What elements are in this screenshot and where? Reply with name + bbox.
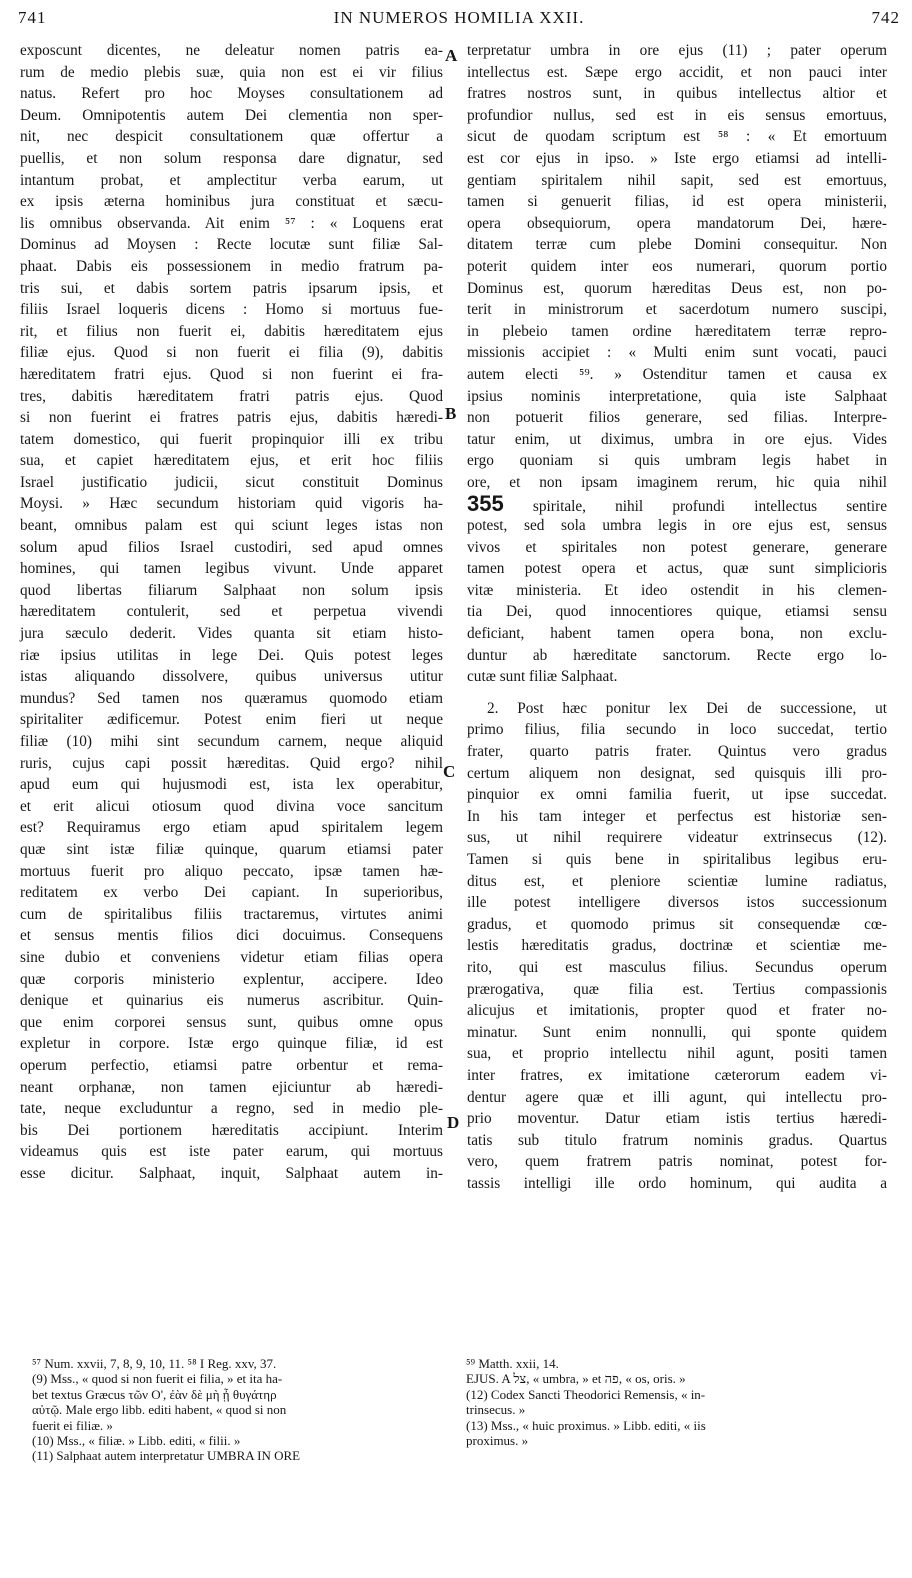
left-column-line: neant orphanæ, non tamen ejiciuntur ab hæredi- <box>20 1078 443 1096</box>
right-column-a-line: est cor ejus in ipso. » Iste ergo etiamsi ad intelli- <box>467 149 887 167</box>
right-column-b-line: ditus est, et pleniore scientiæ lumine radiatus, <box>467 872 887 890</box>
notes-left-line: bet textus Græcus τῶν Ο', ἐὰν δὲ μὴ ᾖ θυγάτηρ <box>32 1386 277 1402</box>
left-column-line: hæreditatem contulerit, sed et perpetua vivendi <box>20 603 443 621</box>
right-column-a-line: ore, et non ipsam imaginem rerum, hic quia nihil <box>467 473 887 491</box>
left-column-line: filiæ ejus. Quod si non fuerit ei filia (9), dabitis <box>20 344 443 362</box>
left-column <box>20 40 443 1184</box>
left-column-line: bis Dei portionem hæreditatis accipiunt. Interim <box>20 1121 443 1139</box>
notes-left-line: ⁵⁷ Num. xxvii, 7, 8, 9, 10, 11. ⁵⁸ I Reg. xxv, 37. <box>32 1356 277 1371</box>
right-column-a-line: ipsius nominis interpretatione, quia iste Salphaat <box>467 387 887 405</box>
left-column-line: operum perfectio, etiamsi patre orbentur et rema- <box>20 1056 443 1074</box>
right-column-a-line: vitæ ministeria. Et ideo ostendit in his clemen- <box>467 581 887 599</box>
right-column-a-line: poterit quidem inter eos numerari, quorum portio <box>467 257 887 275</box>
right-column-b-line: inter fratres, ex imitatione cæterorum eadem vi- <box>467 1066 887 1084</box>
left-column-line: denique et quinarius eis numerus ascribitur. Quin- <box>20 992 443 1010</box>
left-column-line: solum apud filios Israel custodiri, sed apud omnes <box>20 538 443 556</box>
right-column-a-line: cutæ sunt filiæ Salphaat. <box>467 668 618 686</box>
left-column-line: Moysi. » Hæc secundum historiam quid vigoris ha- <box>20 495 443 513</box>
left-column-line: jura sæculo dederit. Vides quanta sit etiam histo- <box>20 625 443 643</box>
left-column-line: quæ sint istæ filiæ quinque, quarum etiamsi pater <box>20 840 443 858</box>
right-column-b-line: tassis intelligi ille ordo hominum, qui audita a <box>467 1174 887 1192</box>
right-column-b-line: frater, quarto patris frater. Quintus vero gradus <box>467 743 887 760</box>
notes-left-line: fuerit ei filiæ. » <box>32 1417 113 1433</box>
margin-letter-c: C <box>443 762 456 781</box>
right-column-b-line: dentur agere quæ et illi agunt, qui intellectu pro- <box>467 1088 887 1106</box>
left-column-line: rit, et filius non fuerit ei, dabitis hæreditatem ejus <box>20 322 443 340</box>
left-column-line: et erit alicui otiosum quod divina voce sancitum <box>20 797 443 815</box>
right-column-a-line: autem electi ⁵⁹. » Ostenditur tamen et causa ex <box>467 365 887 383</box>
left-column-line: istas aliquando dissolvere, quibus universus utitur <box>20 668 443 686</box>
left-column-line: hæreditatem fratri ejus. Quod si non fuerint ei fra- <box>20 365 443 383</box>
left-column-line: natus. Refert pro hoc Moyses consultationem ad <box>20 85 443 103</box>
left-column-line: lis omnibus observanda. Ait enim ⁵⁷ : « Loquens erat <box>20 214 443 232</box>
notes-right-line: (12) Codex Sancti Theodorici Remensis, « in- <box>466 1386 706 1402</box>
right-column-a-line: vivos et spiritales non potest generare, generare <box>467 538 887 556</box>
left-column-line: sine dubio et conveniens videtur etiam filias opera <box>20 948 443 966</box>
right-column-a-line: tatur enim, ut diximus, umbra in ore ejus. Vides <box>467 430 887 448</box>
right-column-b-line: vero, quem fratrem patris nominat, potest for- <box>467 1153 887 1171</box>
right-column-a-line: terit in ministrorum et sacerdotum numero suscipi, <box>467 301 887 319</box>
right-column-a-line: tia Dei, quod innocentiores quique, etiamsi sensu <box>467 603 887 621</box>
left-column-line: homines, qui tamen legibus vivunt. Unde apparet <box>20 560 443 578</box>
right-column-a-line: Dominus est, quorum hæreditas Deus est, non po- <box>467 279 887 297</box>
right-column-b-line: Tamen si quis bene in spiritalibus legibus eru- <box>467 850 887 868</box>
right-column-b-line: minatur. Sunt enim nonnulli, qui sponte quidem <box>467 1023 887 1041</box>
left-column-line: beant, omnibus palam est qui sciunt leges istas non <box>20 517 443 535</box>
right-column-a-line: sicut de quodam scriptum est ⁵⁸ : « Et emortuum <box>467 128 887 146</box>
right-column-b-line: sus, ut nihil requirere videatur extrinsecus (12). <box>467 829 887 847</box>
left-column-line: est? Requiramus ergo etiam apud spiritalem legem <box>20 819 443 837</box>
right-column-a-line: duntur ab hæreditate sanctorum. Recte ergo lo- <box>467 646 887 664</box>
right-column-b-line: rito, qui est masculus filius. Secundus operum <box>467 958 887 976</box>
right-column-a-line: missionis accipiet : « Multi enim sunt vocati, pauci <box>467 344 887 362</box>
left-column-line: tatem domestico, qui fuerit propinquior illi ex tribu <box>20 430 443 448</box>
right-column-a-line: opera obsequiorum, opera mandatorum Dei, hære- <box>467 214 887 232</box>
right-column-b-line: ille potest intelligere diversos istos successionum <box>467 894 887 912</box>
page-header <box>18 2 900 34</box>
left-column-line: quæ corporis ministerio explentur, accipere. Ideo <box>20 970 443 988</box>
left-column-line: ex ipsis æterna hominibus jura constituat et sæcu- <box>20 193 443 211</box>
left-column-line: sua, et capiet hæreditatem ejus, et erit hoc filiis <box>20 452 443 470</box>
left-column-line: tres, dabitis hæreditatem fratri patris ejus. Quod <box>20 387 443 405</box>
left-column-line: filiis Israel loqueris dicens : Homo si mortuus fue- <box>20 301 443 319</box>
right-column-b-line: prærogativa, quæ filia est. Tertius compassionis <box>467 980 887 998</box>
right-column-b-line: 2. Post hæc ponitur lex Dei de successione, ut <box>487 699 887 717</box>
notes-right-line: (13) Mss., « huic proximus. » Libb. editi, « iis <box>466 1417 706 1433</box>
line-text: spiritale, nihil profundi intellectus sentire <box>503 498 887 516</box>
notes-left-line: (10) Mss., « filiæ. » Libb. editi, « filii. » <box>32 1433 241 1449</box>
left-column-line: tate, neque excluduntur a regno, sed in medio ple- <box>20 1100 443 1118</box>
right-column-a-line: in plebeio tamen ordine hæreditatem terræ repro- <box>467 322 887 340</box>
right-column-b-line: In his tam integer et perfectus est historiæ sen- <box>467 807 887 825</box>
right-column-a-line: tamen potest opera et actus, quæ sunt simplicioris <box>467 560 887 578</box>
left-column-line: Israel justificatio judicii, sicut constituit Dominus <box>20 473 443 491</box>
right-column-b-line: tatis sub titulo fratrum nominis gradus. Quartus <box>467 1131 887 1149</box>
left-column-line: mundus? Sed tamen nos quæramus quomodo etiam <box>20 689 443 707</box>
column-page-marker: 355 <box>467 491 504 517</box>
left-column-line: Deum. Omnipotentis autem Dei clementia non sper- <box>20 106 443 124</box>
right-column-b-line: prio moventur. Datur etiam istis tertius hæredi- <box>467 1110 887 1128</box>
right-column-b-line: alicujus et imitationis, propter quod et frater no- <box>467 1002 887 1020</box>
right-column <box>467 40 887 1194</box>
right-column-b-line: gradus, et quomodo primus sit consequendæ cœ- <box>467 915 887 933</box>
left-column-line: Dominus ad Moysen : Recte locutæ sunt filiæ Sal- <box>20 236 443 254</box>
right-column-a-line: intellectus est. Sæpe ergo accidit, et non pauci inter <box>467 63 887 81</box>
notes-left-line: αὐτῷ. Male ergo libb. editi habent, « quod si non <box>32 1402 287 1418</box>
left-column-line: phaat. Dabis eis possessionem in medio fratrum pa- <box>20 257 443 275</box>
left-column-line: riæ ipsius utilitas in lege Dei. Quis potest leges <box>20 646 443 664</box>
page-number-right: 742 <box>871 8 900 27</box>
right-column-a-line: terpretatur umbra in ore ejus (11) ; pater operum <box>467 42 887 59</box>
notes-left-line: (9) Mss., « quod si non fuerit ei filia, » et ita ha- <box>32 1371 283 1387</box>
right-column-a-line: deficiant, habent tamen opera bona, non exclu- <box>467 625 887 643</box>
left-column-line: exposcunt dicentes, ne deleatur nomen patris ea- <box>20 42 443 59</box>
left-column-line: tris sui, et dabis sortem patris ipsarum ipsis, et <box>20 279 443 297</box>
right-column-b-line: pinquior ex omni familia fuerit, ut ipse succedat. <box>467 786 887 804</box>
right-column-b-line: lestis hæreditatis gradus, doctrinæ et scientiæ me- <box>467 937 887 955</box>
left-column-line: cum de spiritalibus filiis tractaremus, virtutes animi <box>20 905 443 923</box>
left-column-line: esse dicitur. Salphaat, inquit, Salphaat autem in- <box>20 1164 443 1182</box>
left-column-line: filiæ (10) mihi sint secundum carnem, neque aliquid <box>20 733 443 750</box>
left-column-line: apud eum qui hujusmodi est, ista lex operabitur, <box>20 776 443 794</box>
left-column-line: ruris, cujus capi possit hæreditas. Quid ergo? nihil <box>20 754 443 772</box>
notes-right-line: ⁵⁹ Matth. xxii, 14. <box>466 1356 559 1371</box>
page-number-left: 741 <box>18 8 47 27</box>
right-column-a-line: tamen si genuerit filias, id est opera ministerii, <box>467 193 887 211</box>
left-column-line: videamus quis est iste pater earum, qui mortuus <box>20 1143 443 1161</box>
right-column-a-line: gentiam spiritalem nihil sapit, sed est emortuus, <box>467 171 887 189</box>
notes-right-line: proximus. » <box>466 1433 529 1449</box>
footnotes-right <box>466 1356 886 1448</box>
margin-letter-a: A <box>445 46 458 65</box>
right-column-b-line: primo filius, filia secundo in loco succedat, tertio <box>467 721 887 739</box>
notes-right-line: trinsecus. » <box>466 1402 526 1418</box>
margin-letter-b: B <box>445 404 457 423</box>
right-column-a-line: fratres nostros sunt, in quibus intellectus altior et <box>467 85 887 103</box>
left-column-line: quod libertas filiarum Salphaat non solum ipsis <box>20 581 443 599</box>
right-column-a-line <box>467 493 887 515</box>
right-column-a-line: non potuerit filios generare, sed filias. Interpre- <box>467 409 887 427</box>
left-column-line: et sensus mentis filios dici docuimus. Consequens <box>20 927 443 945</box>
left-column-line: mortuus fuerit pro aliquo peccato, ipsæ tamen hæ- <box>20 862 443 880</box>
left-column-line: si non fuerint ei fratres patris ejus, dabitis hæredi- <box>20 409 443 427</box>
right-column-b-line: sua, et proprio intellectu nihil agunt, positi tamen <box>467 1045 887 1063</box>
left-column-line: puellis, et non solum responsa dare dignatur, sed <box>20 149 443 167</box>
right-column-a-line: potest, sed sola umbra legis in ore ejus est, sensus <box>467 517 887 535</box>
notes-right-line: EJUS. A צל, « umbra, » et פה, « os, oris. » <box>466 1371 686 1387</box>
left-column-line: expletur in corpore. Istæ ergo quinque filiæ, id est <box>20 1035 443 1053</box>
right-column-b-line: certum aliquem non designat, sed quisquis illi pro- <box>467 764 887 782</box>
right-column-a-line: profundior nullus, sed est in eis sensus emortuus, <box>467 106 887 124</box>
left-column-line: que enim corporei sensus sunt, quibus omne opus <box>20 1013 443 1031</box>
running-title: IN NUMEROS HOMILIA XXII. <box>333 8 585 27</box>
left-column-line: rum de medio plebis suæ, quia non est ei vir filius <box>20 63 443 81</box>
right-column-a-line: ditatem terræ cum plebe Domini consequitur. Non <box>467 236 887 254</box>
margin-letter-d: D <box>447 1113 460 1132</box>
footnotes-left <box>32 1356 442 1464</box>
left-column-line: intantum probat, et amplectitur verba earum, ut <box>20 171 443 189</box>
notes-left-line: (11) Salphaat autem interpretatur UMBRA IN ORE <box>32 1448 301 1464</box>
left-column-line: reditatem ex verbo Dei capiant. In superioribus, <box>20 884 443 902</box>
paragraph-gap <box>467 688 887 698</box>
left-column-line: spiritaliter ædificemur. Potest enim fieri ut neque <box>20 711 443 729</box>
left-column-line: nit, nec despicit consultationem quæ offertur a <box>20 128 443 146</box>
right-column-a-line: ergo quoniam si quis umbram legis habet in <box>467 452 887 470</box>
